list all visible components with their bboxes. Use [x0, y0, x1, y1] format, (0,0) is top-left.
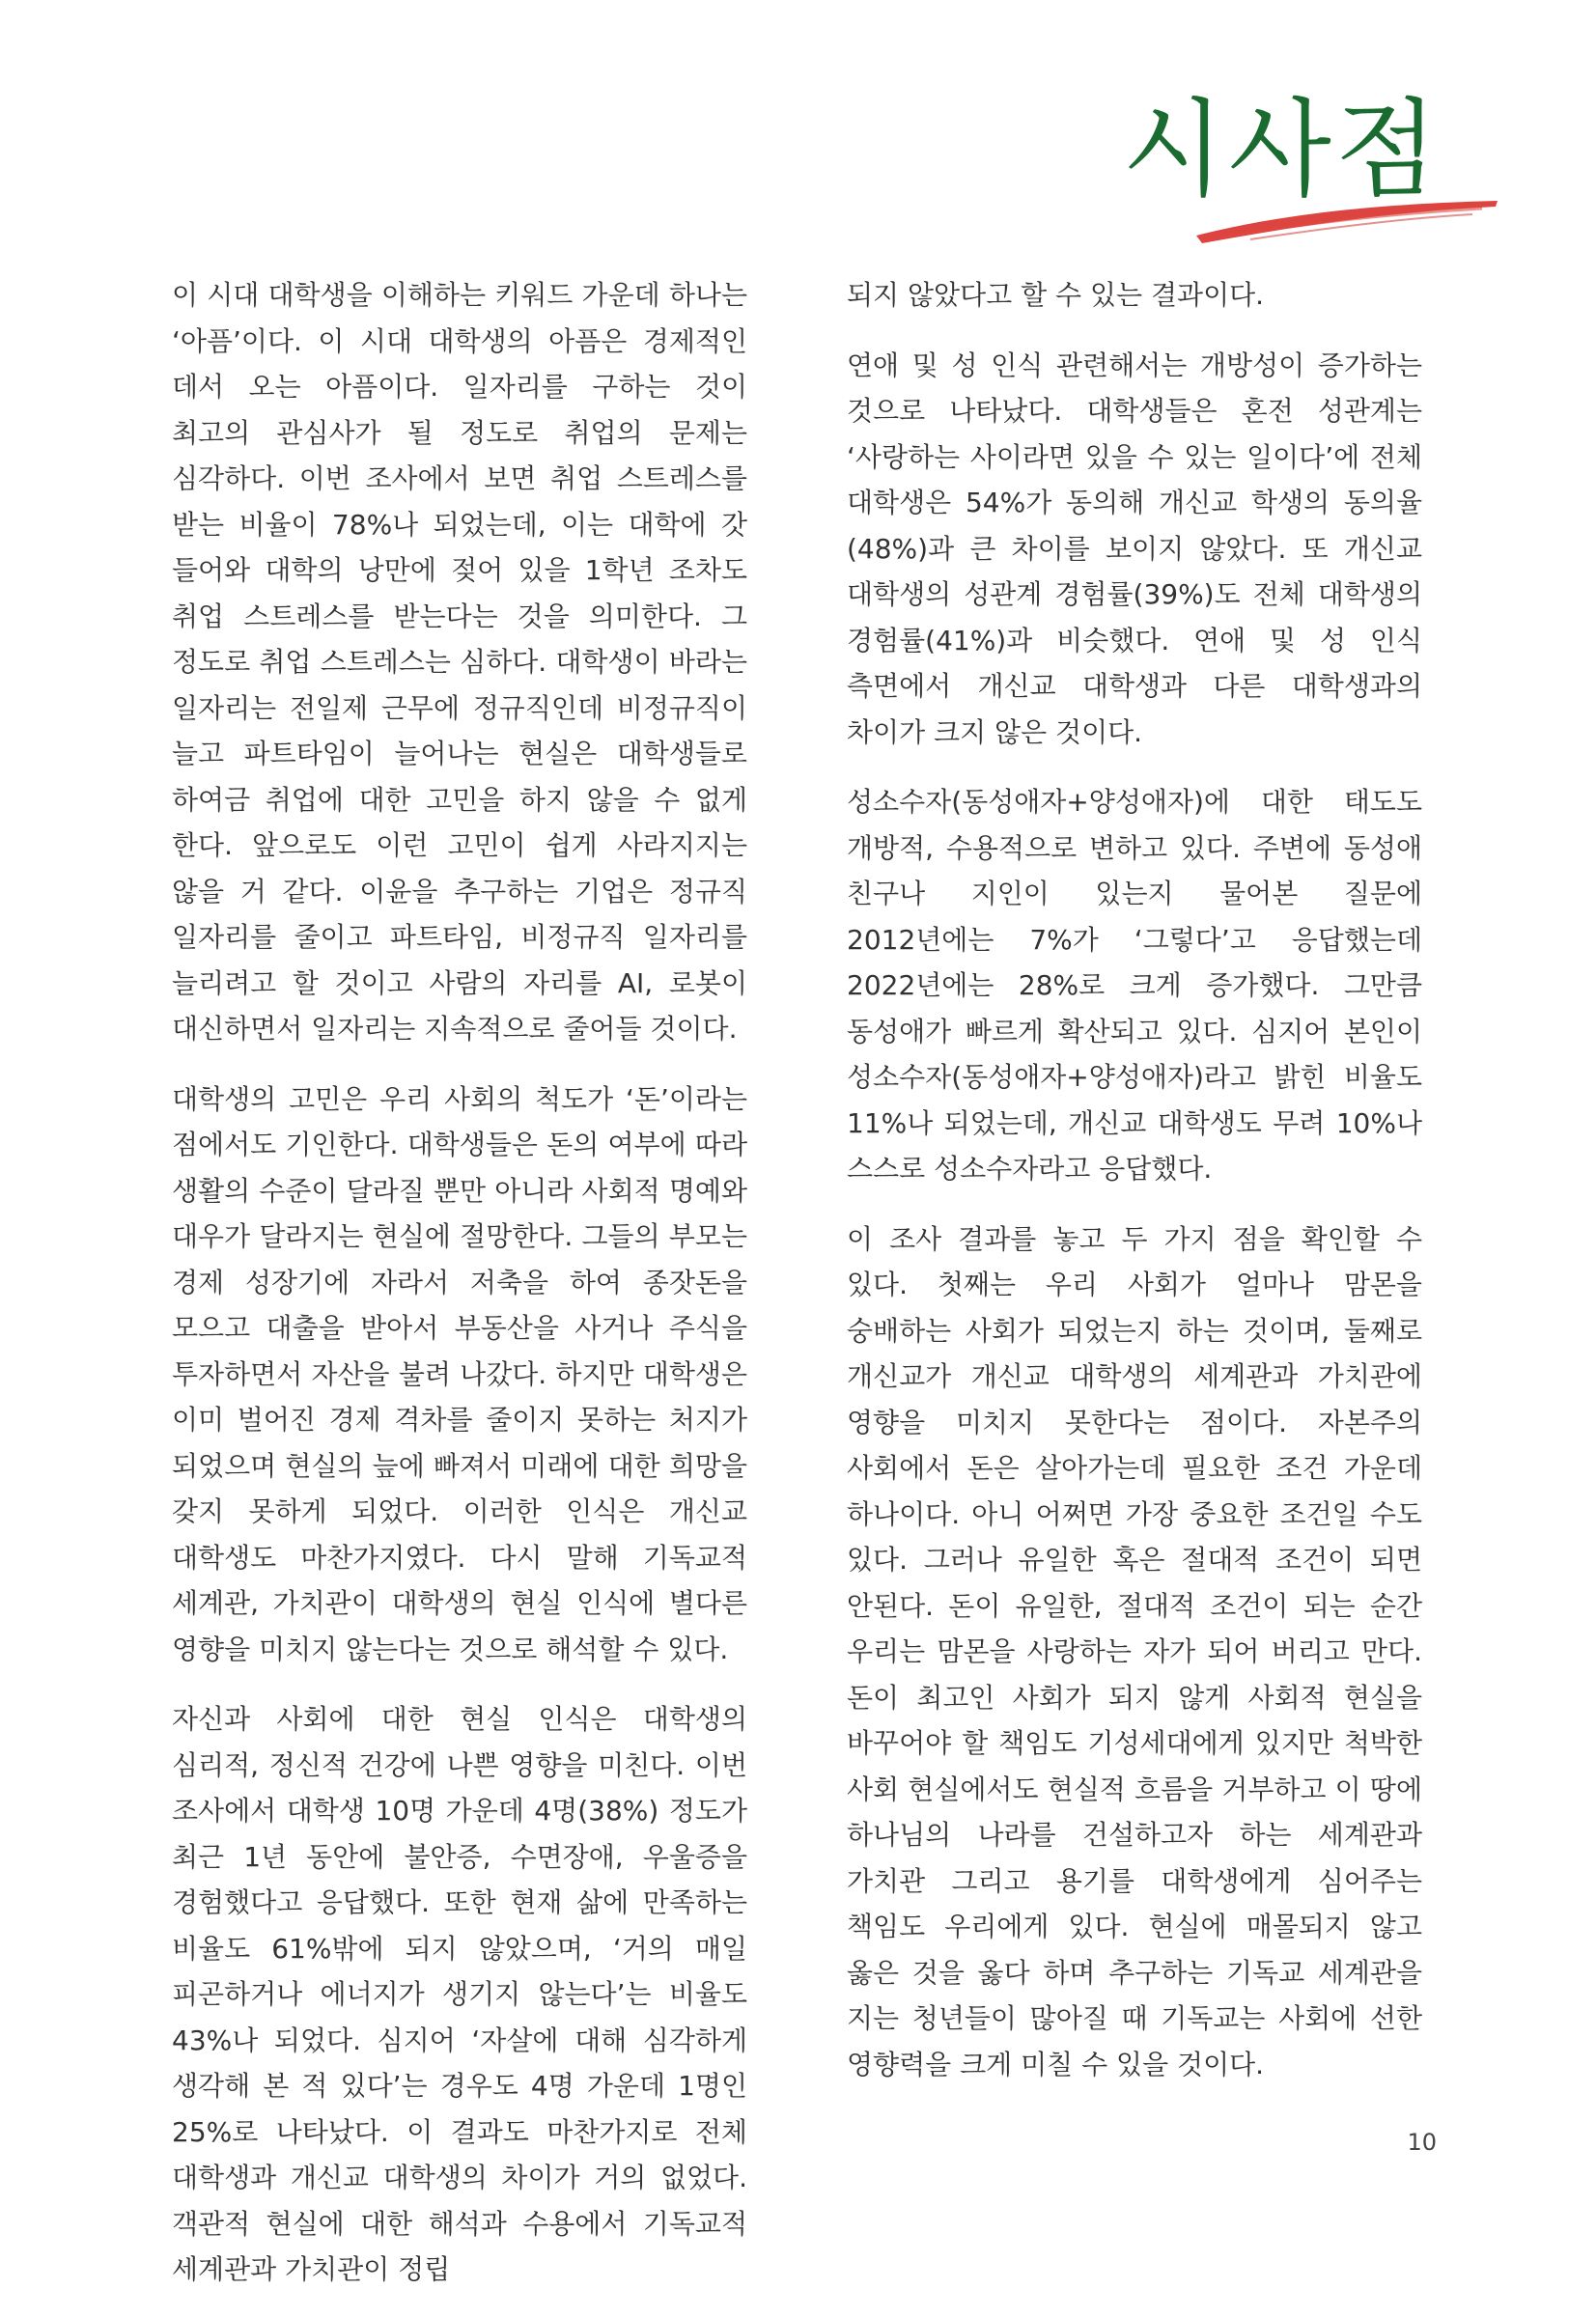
page-title: 시사점	[1122, 88, 1442, 211]
body-paragraph: 자신과 사회에 대한 현실 인식은 대학생의 심리적, 정신적 건강에 나쁜 영향을 미친다. 이번 조사에서 대학생 10명 가운데 4명(38%) 정도가 최근 1년 동안에 불안증, 수면장애, 우울증을 경험했다고 응답했다. 또한 현재 삶에 만족하는 비율도 61%밖에 되지 않았으며, ‘거의 매일 피곤하거나 에너지가 생기지 않는다’는 비율도 43%나 되었다. 심지어 ‘자살에 대해 심각하게 생각해 본 적 있다’는 경우도 4명 가운데 1명인 25%로 나타났다. 이 결과도 마찬가지로 전체 대학생과 개신교 대학생의 차이가 거의 없었다. 객관적 현실에 대한 해석과 수용에서 기독교적 세계관과 가치관이 정립	[172, 1703, 747, 2285]
body-paragraph: 연애 및 성 인식 관련해서는 개방성이 증가하는 것으로 나타났다. 대학생들은 혼전 성관계는 ‘사랑하는 사이라면 있을 수 있는 일이다’에 전체 대학생은 54%가 동의해 개신교 학생의 동의율(48%)과 큰 차이를 보이지 않았다. 또 개신교 대학생의 성관계 경험률(39%)도 전체 대학생의 경험률(41%)과 비슷했다. 연애 및 성 인식 측면에서 개신교 대학생과 다른 대학생과의 차이가 크지 않은 것이다.	[847, 349, 1422, 748]
body-paragraph: 이 시대 대학생을 이해하는 키워드 가운데 하나는 ‘아픔’이다. 이 시대 대학생의 아픔은 경제적인 데서 오는 아픔이다. 일자리를 구하는 것이 최고의 관심사가 될 정도로 취업의 문제는 심각하다. 이번 조사에서 보면 취업 스트레스를 받는 비율이 78%나 되었는데, 이는 대학에 갓 들어와 대학의 낭만에 젖어 있을 1학년 조차도 취업 스트레스를 받는다는 것을 의미한다. 그 정도로 취업 스트레스는 심하다. 대학생이 바라는 일자리는 전일제 근무에 정규직인데 비정규직이 늘고 파트타임이 늘어나는 현실은 대학생들로 하여금 취업에 대한 고민을 하지 않을 수 없게 한다. 앞으로도 이런 고민이 쉽게 사라지지는 않을 거 같다. 이윤을 추구하는 기업은 정규직 일자리를 줄이고 파트타임, 비정규직 일자리를 늘리려고 할 것이고 사람의 자리를 AI, 로봇이 대신하면서 일자리는 지속적으로 줄어들 것이다.	[172, 279, 747, 1045]
body-paragraph: 성소수자(동성애자+양성애자)에 대한 태도도 개방적, 수용적으로 변하고 있다. 주변에 동성애 친구나 지인이 있는지 물어본 질문에 2012년에는 7%가 ‘그렇다’고 응답했는데 2022년에는 28%로 크게 증가했다. 그만큼 동성애가 빠르게 확산되고 있다. 심지어 본인이 성소수자(동성애자+양성애자)라고 밝힌 비율도 11%나 되었는데, 개신교 대학생도 무려 10%나 스스로 성소수자라고 응답했다.	[847, 786, 1422, 1185]
body-paragraph: 되지 않았다고 할 수 있는 결과이다.	[847, 279, 1265, 311]
body-paragraph: 대학생의 고민은 우리 사회의 척도가 ‘돈’이라는 점에서도 기인한다. 대학생들은 돈의 여부에 따라 생활의 수준이 달라질 뿐만 아니라 사회적 명예와 대우가 달라지는 현실에 절망한다. 그들의 부모는 경제 성장기에 자라서 저축을 하여 종잣돈을 모으고 대출을 받아서 부동산을 사거나 주식을 투자하면서 자산을 불려 나갔다. 하지만 대학생은 이미 벌어진 경제 격차를 줄이지 못하는 처지가 되었으며 현실의 늪에 빠져서 미래에 대한 희망을 갖지 못하게 되었다. 이러한 인식은 개신교 대학생도 마찬가지였다. 다시 말해 기독교적 세계관, 가치관이 대학생의 현실 인식에 별다른 영향을 미치지 않는다는 것으로 해석할 수 있다.	[172, 1082, 747, 1665]
right-column	[847, 272, 1422, 2111]
page-number: 10	[1407, 2129, 1437, 2156]
left-column	[172, 272, 747, 2317]
body-paragraph: 이 조사 결과를 놓고 두 가지 점을 확인할 수 있다. 첫째는 우리 사회가 얼마나 맘몬을 숭배하는 사회가 되었는지 하는 것이며, 둘째로 개신교가 개신교 대학생의 세계관과 가치관에 영향을 미치지 못한다는 점이다. 자본주의 사회에서 돈은 살아가는데 필요한 조건 가운데 하나이다. 아니 어쩌면 가장 중요한 조건일 수도 있다. 그러나 유일한 혹은 절대적 조건이 되면 안된다. 돈이 유일한, 절대적 조건이 되는 순간 우리는 맘몬을 사랑하는 자가 되어 버리고 만다. 돈이 최고인 사회가 되지 않게 사회적 현실을 바꾸어야 할 책임도 기성세대에게 있지만 척박한 사회 현실에서도 현실적 흐름을 거부하고 이 땅에 하나님의 나라를 건설하고자 하는 세계관과 가치관 그리고 용기를 대학생에게 심어주는 책임도 우리에게 있다. 현실에 매몰되지 않고 옳은 것을 옳다 하며 추구하는 기독교 세계관을 지는 청년들이 많아질 때 기독교는 사회에 선한 영향력을 크게 미칠 수 있을 것이다.	[847, 1222, 1422, 2080]
brush-stroke-underline	[1192, 193, 1501, 251]
